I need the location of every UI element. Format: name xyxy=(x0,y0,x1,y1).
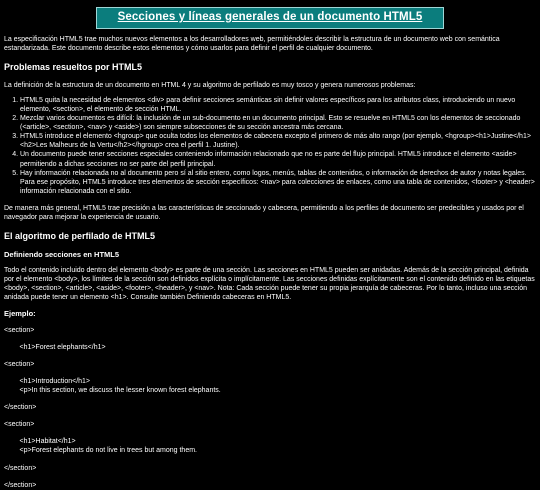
closing-paragraph: De manera más general, HTML5 trae precisión a las características de seccionado y cabecera, permitiendo a los perfiles de documento ser predecibles y usados por el navegador para mejorar la experiencia de usuario. xyxy=(4,204,524,222)
code-line: <h1>Forest elephants</h1> xyxy=(4,343,106,351)
title-banner xyxy=(96,7,444,29)
code-line: <section> xyxy=(4,326,35,334)
subheading-defining-sections: Definiendo secciones en HTML5 xyxy=(4,249,120,259)
problems-paragraph: La definición de la estructura de un documento en HTML 4 y su algoritmo de perfilado es muy tosco y genera numerosos problemas: xyxy=(4,81,416,89)
code-line: <h1>Introduction</h1> xyxy=(4,377,91,385)
code-line: <h1>Habitat</h1> xyxy=(4,438,76,446)
problems-list xyxy=(4,96,536,196)
algorithm-paragraph: Todo el contenido incluido dentro del elemento <body> es parte de una sección. Las secciones en HTML5 pueden ser anidadas. Además de la sección principal, definida por el elemento <body>, los límites de la sección son definidos explícita o implícitamente. Las secciones definidas explícitamente son el contenido definido en las etiquetas <body>, <section>, <article>, <aside>, <footer>, <header>, y <nav>. Nota: Cada sección puede tener su propia jerarquía de cabeceras. Por lo tanto, incluso una sección anidada puede tener un elemento <h1>. Consulte también Definiendo cabeceras en HTML5. xyxy=(4,266,535,301)
code-line: <p>In this section, we discuss the lesser known forest elephants. xyxy=(4,387,221,395)
section-heading-algorithm: El algoritmo de perfilado de HTML5 xyxy=(4,231,156,242)
code-example xyxy=(4,326,536,490)
example-label: Ejemplo: xyxy=(4,308,36,318)
code-line: </section> xyxy=(4,464,37,472)
list-item: 2. Mezclar varios documentos es difícil: la inclusión de un sub-documento en un documento principal. Esto se resuelve en HTML5 con los elementos de seccionado (<article>, <section>, <nav> y <aside>) son siempre subsecciones de su sección ancestra más cercana. xyxy=(20,114,536,132)
code-line: <section> xyxy=(4,421,35,429)
code-line: </section> xyxy=(4,481,37,489)
intro-paragraph: La especificación HTML5 trae muchos nuevos elementos a los desarrolladores web, permitiéndoles describir la estructura de un documento web con semántica estandarizada. Este documento describe estos elementos y cómo usarlos para definir el perfil de cualquier documento. xyxy=(4,35,500,53)
page-title: Secciones y líneas generales de un documento HTML5 xyxy=(117,11,423,23)
section-heading-problems: Problemas resueltos por HTML5 xyxy=(4,62,143,73)
list-item: 3. HTML5 introduce el elemento <hgroup> que oculta todos los elementos de cabecera excepto el primero de más alto rango (por ejemplo, <hgroup><h1>Justine</h1><h2>Les Malheurs de la Vertu</h2></hgroup> crea el perfil 1. Justine). xyxy=(20,132,536,150)
code-line: </section> xyxy=(4,404,37,412)
code-line: <p>Forest elephants do not live in trees but among them. xyxy=(4,447,197,455)
code-line: <section> xyxy=(4,360,35,368)
list-item: 5. Hay información relacionada no al documento pero sí al sitio entero, como logos, menús, tablas de contenidos, o información de derechos de autor y notas legales. Para ese propósito, HTML5 introduce tres elementos de sección específicos: <nav> para colecciones de enlaces, como una tabla de contenidos, <footer> y <header> información relacionada con el sitio. xyxy=(20,169,536,196)
list-item: 4. Un documento puede tener secciones especiales conteniendo información relacionado que no es parte del flujo principal. HTML5 introduce el elemento <aside> permitiendo a dichas secciones no ser parte del perfil principal. xyxy=(20,150,536,168)
list-item: 1. HTML5 quita la necesidad de elementos <div> para definir secciones semánticas sin definir valores específicos para los atributos class, introduciendo un nuevo elemento, <section>, el elemento de sección HTML. xyxy=(20,96,536,114)
